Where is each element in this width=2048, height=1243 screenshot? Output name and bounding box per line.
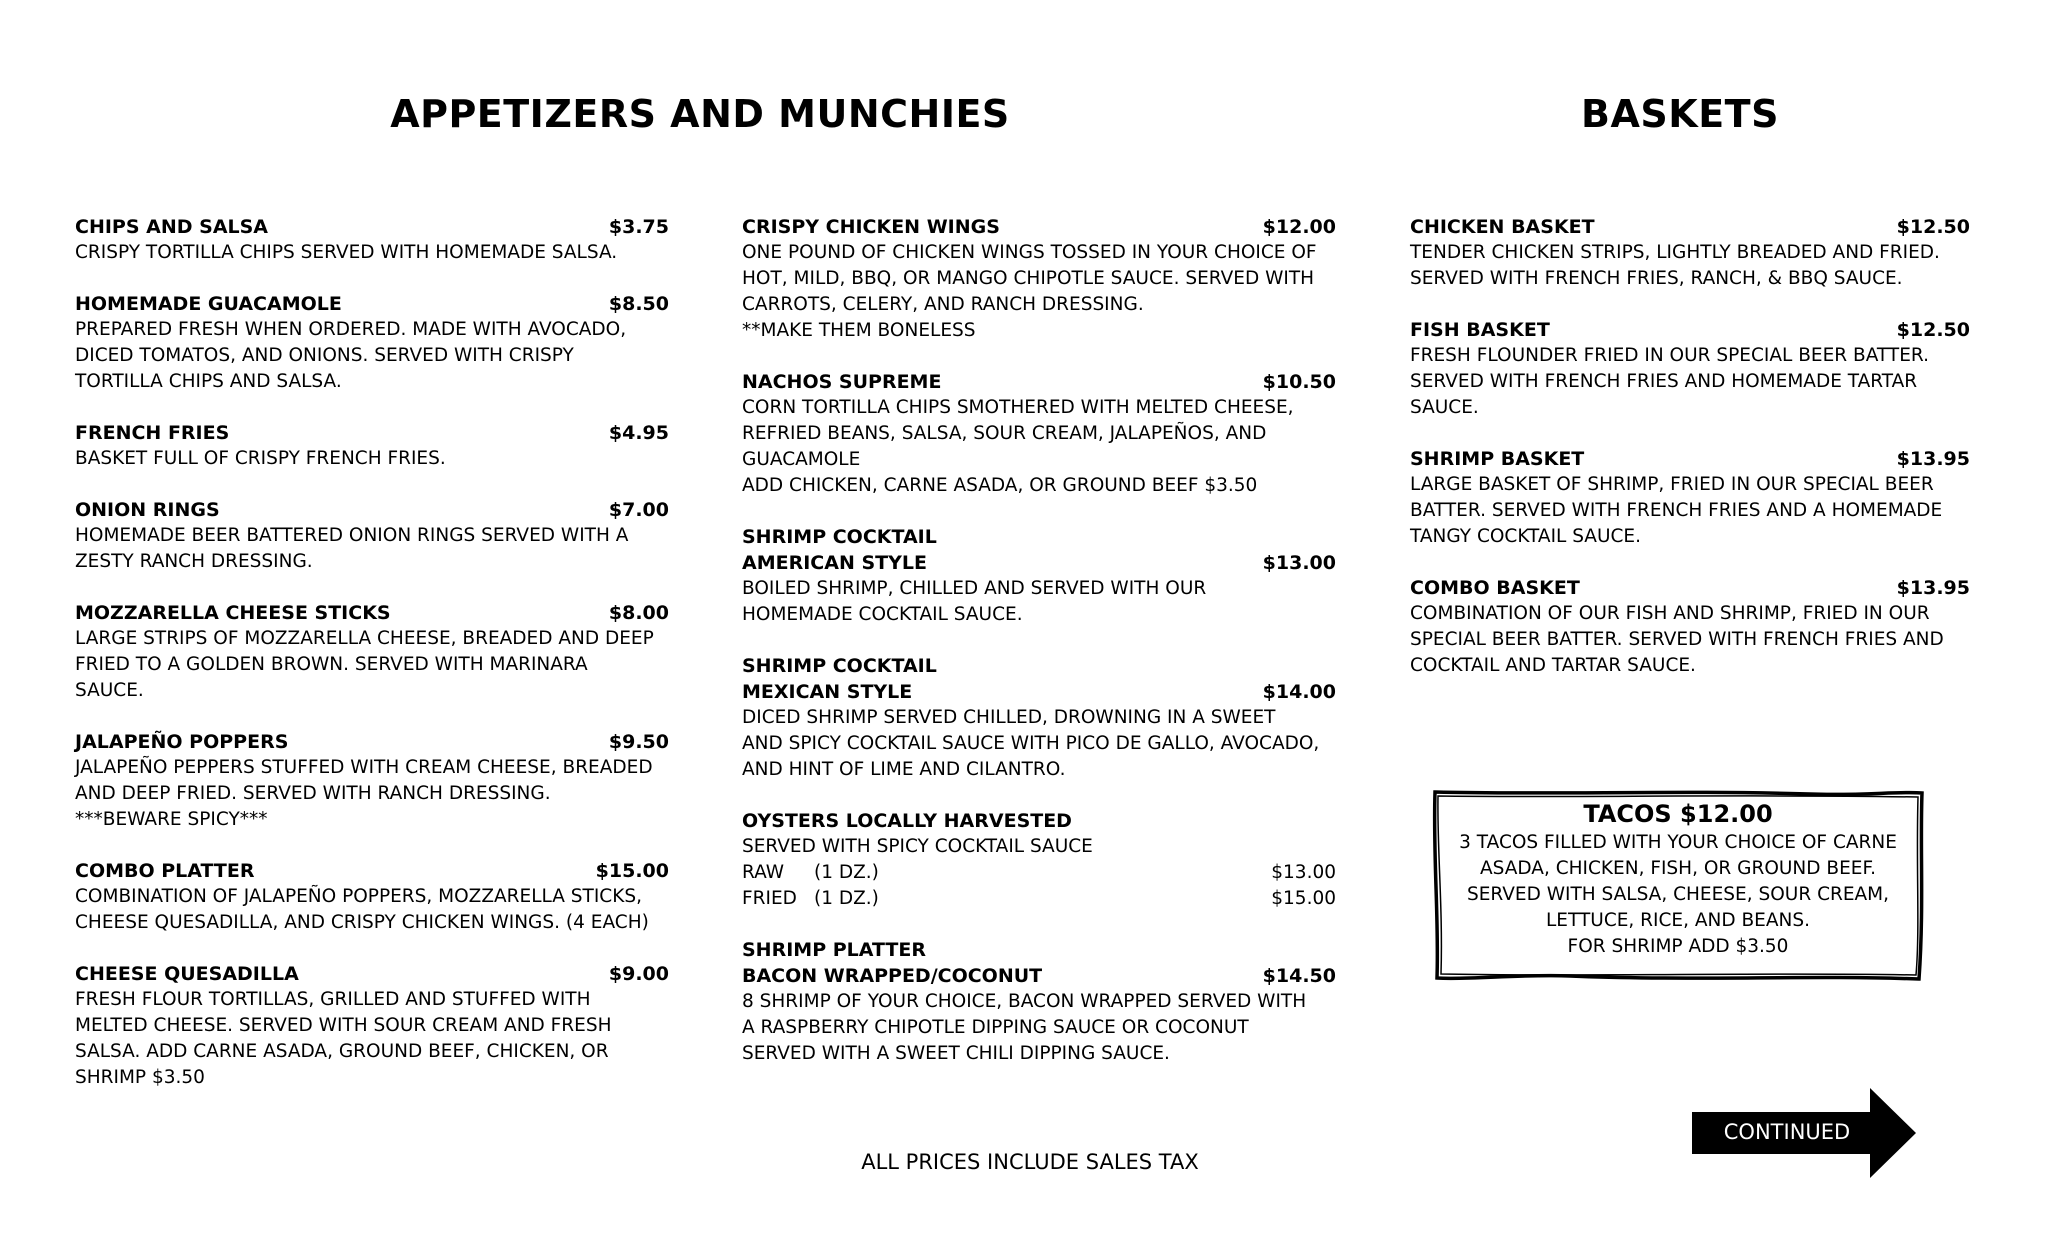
item-name: CRISPY CHICKEN WINGS bbox=[742, 216, 1000, 238]
continued-label: CONTINUED bbox=[1723, 1120, 1851, 1144]
item-name: NACHOS SUPREME bbox=[742, 371, 942, 393]
appetizers-column-2 bbox=[742, 214, 1352, 1092]
item-description: SERVED WITH FRENCH FRIES AND HOMEMADE TARTAR bbox=[1410, 371, 1918, 392]
menu-item-shrimp-cocktail-american bbox=[742, 524, 1352, 628]
item-price: $14.00 bbox=[1262, 681, 1336, 703]
item-description: COMBINATION OF OUR FISH AND SHRIMP, FRIED IN OUR bbox=[1410, 603, 1930, 624]
item-name: AMERICAN STYLE bbox=[742, 552, 927, 574]
item-description: COCKTAIL AND TARTAR SAUCE. bbox=[1410, 655, 1696, 676]
item-description: BASKET FULL OF CRISPY FRENCH FRIES. bbox=[75, 448, 446, 469]
menu-item-combo-platter bbox=[75, 858, 685, 936]
item-price: $13.95 bbox=[1896, 577, 1970, 599]
menu-item-mozzarella-cheese-sticks bbox=[75, 600, 685, 704]
menu-item-nachos-supreme bbox=[742, 369, 1352, 499]
item-name: ONION RINGS bbox=[75, 499, 220, 521]
item-price: $12.50 bbox=[1896, 216, 1970, 238]
oysters-raw-label: RAW bbox=[742, 862, 785, 883]
item-description: SERVED WITH FRENCH FRIES, RANCH, & BBQ SAUCE. bbox=[1410, 268, 1903, 289]
item-group-title: SHRIMP PLATTER bbox=[742, 939, 926, 961]
item-name: MEXICAN STYLE bbox=[742, 681, 913, 703]
menu-item-shrimp-platter bbox=[742, 937, 1352, 1067]
item-name: SHRIMP BASKET bbox=[1410, 448, 1585, 470]
oysters-raw-price: $13.00 bbox=[1271, 862, 1336, 883]
item-description: TORTILLA CHIPS AND SALSA. bbox=[75, 371, 342, 392]
continued-arrow-button[interactable] bbox=[1692, 1088, 1918, 1178]
oysters-fried-row bbox=[742, 886, 1352, 912]
item-group-title: SHRIMP COCKTAIL bbox=[742, 526, 937, 548]
item-name: FRENCH FRIES bbox=[75, 422, 230, 444]
item-description: AND SPICY COCKTAIL SAUCE WITH PICO DE GALLO, AVOCADO, bbox=[742, 733, 1320, 754]
item-description: SAUCE. bbox=[1410, 397, 1479, 418]
oysters-fried-qty: (1 DZ.) bbox=[814, 888, 879, 909]
item-description: SAUCE. bbox=[75, 680, 144, 701]
item-group-title: SHRIMP COCKTAIL bbox=[742, 655, 937, 677]
item-name: CHEESE QUESADILLA bbox=[75, 963, 299, 985]
item-description: A RASPBERRY CHIPOTLE DIPPING SAUCE OR COCONUT bbox=[742, 1017, 1249, 1038]
menu-item-chicken-basket bbox=[1410, 214, 1970, 292]
item-description: **MAKE THEM BONELESS bbox=[742, 320, 976, 341]
menu-item-crispy-chicken-wings bbox=[742, 214, 1352, 344]
item-price: $8.00 bbox=[608, 602, 669, 624]
item-name: JALAPEÑO POPPERS bbox=[75, 731, 289, 753]
menu-item-jalapeno-poppers bbox=[75, 729, 685, 833]
oysters-fried-price: $15.00 bbox=[1271, 888, 1336, 909]
item-description: HOMEMADE COCKTAIL SAUCE. bbox=[742, 604, 1023, 625]
tacos-callout-box bbox=[1430, 788, 1926, 984]
item-description: HOMEMADE BEER BATTERED ONION RINGS SERVED WITH A bbox=[75, 525, 629, 546]
tacos-description: ASADA, CHICKEN, FISH, OR GROUND BEEF. bbox=[1479, 858, 1877, 879]
item-description: SPECIAL BEER BATTER. SERVED WITH FRENCH FRIES AND bbox=[1410, 629, 1944, 650]
item-description: CARROTS, CELERY, AND RANCH DRESSING. bbox=[742, 294, 1144, 315]
item-price: $8.50 bbox=[608, 293, 669, 315]
item-description: SERVED WITH SPICY COCKTAIL SAUCE bbox=[742, 836, 1093, 857]
item-name: CHICKEN BASKET bbox=[1410, 216, 1595, 238]
item-description: CRISPY TORTILLA CHIPS SERVED WITH HOMEMADE SALSA. bbox=[75, 242, 618, 263]
tacos-description: SERVED WITH SALSA, CHEESE, SOUR CREAM, bbox=[1466, 884, 1890, 905]
tacos-description: 3 TACOS FILLED WITH YOUR CHOICE OF CARNE bbox=[1459, 832, 1897, 853]
item-description: SHRIMP $3.50 bbox=[75, 1067, 205, 1088]
item-description: BATTER. SERVED WITH FRENCH FRIES AND A HOMEMADE bbox=[1410, 500, 1943, 521]
item-description: FRESH FLOUR TORTILLAS, GRILLED AND STUFFED WITH bbox=[75, 989, 591, 1010]
oysters-fried-label: FRIED bbox=[742, 888, 797, 909]
tacos-title: TACOS $12.00 bbox=[1583, 800, 1773, 828]
item-description: PREPARED FRESH WHEN ORDERED. MADE WITH AVOCADO, bbox=[75, 319, 627, 340]
item-description: ***BEWARE SPICY*** bbox=[75, 809, 268, 830]
item-name: CHIPS AND SALSA bbox=[75, 216, 269, 238]
menu-item-combo-basket bbox=[1410, 575, 1970, 679]
baskets-column bbox=[1410, 214, 1970, 704]
item-description: ONE POUND OF CHICKEN WINGS TOSSED IN YOUR CHOICE OF bbox=[742, 242, 1317, 263]
menu-item-shrimp-cocktail-mexican bbox=[742, 653, 1352, 783]
menu-item-chips-and-salsa bbox=[75, 214, 685, 266]
item-description: AND HINT OF LIME AND CILANTRO. bbox=[742, 759, 1066, 780]
menu-item-fish-basket bbox=[1410, 317, 1970, 421]
item-price: $12.00 bbox=[1262, 216, 1336, 238]
item-price: $9.00 bbox=[608, 963, 669, 985]
item-description: CHEESE QUESADILLA, AND CRISPY CHICKEN WINGS. (4 EACH) bbox=[75, 912, 649, 933]
item-name: OYSTERS LOCALLY HARVESTED bbox=[742, 810, 1072, 832]
oysters-raw-row bbox=[742, 860, 1352, 886]
item-description: DICED SHRIMP SERVED CHILLED, DROWNING IN A SWEET bbox=[742, 707, 1276, 728]
tacos-description: FOR SHRIMP ADD $3.50 bbox=[1567, 936, 1789, 957]
item-name: FISH BASKET bbox=[1410, 319, 1550, 341]
item-description: GUACAMOLE bbox=[742, 449, 861, 470]
tacos-description: LETTUCE, RICE, AND BEANS. bbox=[1546, 910, 1810, 931]
item-price: $13.00 bbox=[1262, 552, 1336, 574]
tacos-content bbox=[1442, 798, 1914, 960]
item-price: $13.95 bbox=[1896, 448, 1970, 470]
item-description: TANGY COCKTAIL SAUCE. bbox=[1410, 526, 1641, 547]
item-price: $9.50 bbox=[608, 731, 669, 753]
item-description: FRESH FLOUNDER FRIED IN OUR SPECIAL BEER BATTER. bbox=[1410, 345, 1929, 366]
sales-tax-note: ALL PRICES INCLUDE SALES TAX bbox=[861, 1150, 1199, 1174]
appetizers-column-1 bbox=[75, 214, 685, 1116]
item-description: JALAPEÑO PEPPERS STUFFED WITH CREAM CHEESE, BREADED bbox=[75, 757, 653, 778]
item-description: ADD CHICKEN, CARNE ASADA, OR GROUND BEEF $3.50 bbox=[742, 475, 1258, 496]
menu-item-onion-rings bbox=[75, 497, 685, 575]
menu-item-shrimp-basket bbox=[1410, 446, 1970, 550]
baskets-heading: BASKETS bbox=[1581, 92, 1779, 136]
appetizers-heading: APPETIZERS AND MUNCHIES bbox=[390, 92, 1010, 136]
item-price: $12.50 bbox=[1896, 319, 1970, 341]
item-price: $10.50 bbox=[1262, 371, 1336, 393]
item-description: CORN TORTILLA CHIPS SMOTHERED WITH MELTED CHEESE, bbox=[742, 397, 1294, 418]
item-name: COMBO BASKET bbox=[1410, 577, 1580, 599]
menu-item-homemade-guacamole bbox=[75, 291, 685, 395]
item-description: DICED TOMATOS, AND ONIONS. SERVED WITH CRISPY bbox=[75, 345, 574, 366]
item-description: FRIED TO A GOLDEN BROWN. SERVED WITH MARINARA bbox=[75, 654, 588, 675]
item-name: COMBO PLATTER bbox=[75, 860, 255, 882]
item-description: BOILED SHRIMP, CHILLED AND SERVED WITH OUR bbox=[742, 578, 1207, 599]
item-description: LARGE BASKET OF SHRIMP, FRIED IN OUR SPECIAL BEER bbox=[1410, 474, 1934, 495]
item-description: SALSA. ADD CARNE ASADA, GROUND BEEF, CHICKEN, OR bbox=[75, 1041, 609, 1062]
menu-item-cheese-quesadilla bbox=[75, 961, 685, 1091]
item-price: $14.50 bbox=[1262, 965, 1336, 987]
menu-item-oysters bbox=[742, 808, 1352, 912]
item-description: ZESTY RANCH DRESSING. bbox=[75, 551, 313, 572]
item-name: MOZZARELLA CHEESE STICKS bbox=[75, 602, 391, 624]
item-description: AND DEEP FRIED. SERVED WITH RANCH DRESSING. bbox=[75, 783, 551, 804]
item-description: REFRIED BEANS, SALSA, SOUR CREAM, JALAPEÑOS, AND bbox=[742, 423, 1267, 444]
item-description: LARGE STRIPS OF MOZZARELLA CHEESE, BREADED AND DEEP bbox=[75, 628, 654, 649]
item-price: $4.95 bbox=[608, 422, 669, 444]
item-description: COMBINATION OF JALAPEÑO POPPERS, MOZZARELLA STICKS, bbox=[75, 886, 642, 907]
menu-item-french-fries bbox=[75, 420, 685, 472]
item-price: $7.00 bbox=[608, 499, 669, 521]
item-description: MELTED CHEESE. SERVED WITH SOUR CREAM AND FRESH bbox=[75, 1015, 612, 1036]
item-name: HOMEMADE GUACAMOLE bbox=[75, 293, 342, 315]
item-description: 8 SHRIMP OF YOUR CHOICE, BACON WRAPPED SERVED WITH bbox=[742, 991, 1307, 1012]
item-price: $3.75 bbox=[608, 216, 669, 238]
oysters-raw-qty: (1 DZ.) bbox=[814, 862, 879, 883]
item-description: SERVED WITH A SWEET CHILI DIPPING SAUCE. bbox=[742, 1043, 1170, 1064]
item-name: BACON WRAPPED/COCONUT bbox=[742, 965, 1043, 987]
item-description: TENDER CHICKEN STRIPS, LIGHTLY BREADED AND FRIED. bbox=[1410, 242, 1940, 263]
item-price: $15.00 bbox=[595, 860, 669, 882]
item-description: HOT, MILD, BBQ, OR MANGO CHIPOTLE SAUCE. SERVED WITH bbox=[742, 268, 1315, 289]
